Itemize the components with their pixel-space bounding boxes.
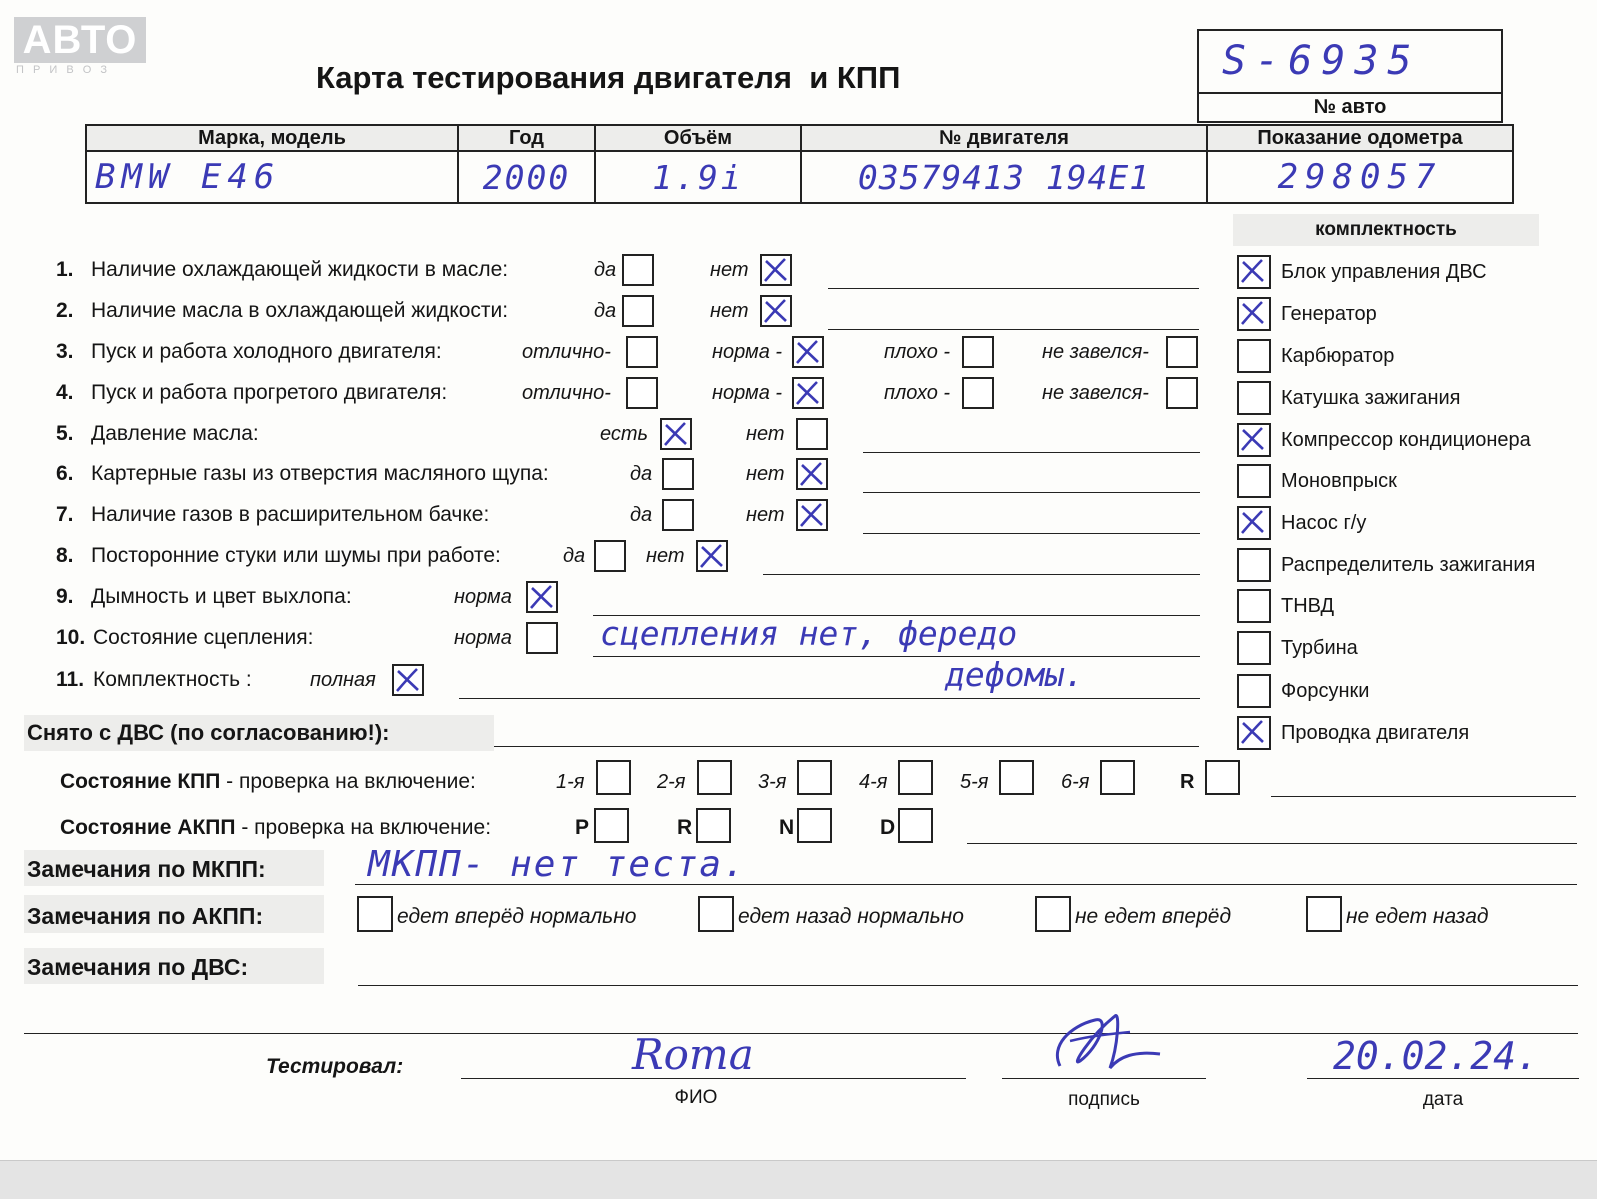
col-header-volume: Объём (595, 125, 801, 151)
item-number: 1. (56, 258, 74, 281)
option-checkbox[interactable] (392, 664, 424, 696)
name-caption: ФИО (674, 1087, 718, 1108)
completeness-checkbox[interactable] (1237, 339, 1271, 373)
completeness-checkbox[interactable] (1237, 674, 1271, 708)
kpp-line (1271, 796, 1576, 797)
option-label: не завелся- (1042, 341, 1149, 363)
option-label: нет (710, 259, 749, 281)
option-checkbox[interactable] (1166, 336, 1198, 368)
option-checkbox[interactable] (622, 295, 654, 327)
option-label: нет (646, 545, 685, 567)
auto-number-divider (1197, 92, 1503, 94)
vehicle-info-table (85, 124, 1514, 204)
mode-label: D (880, 816, 896, 839)
option-checkbox[interactable] (796, 418, 828, 450)
completeness-checkbox[interactable] (1237, 255, 1271, 289)
option-label: да (563, 545, 586, 567)
logo (14, 17, 146, 81)
option-label: да (594, 259, 617, 281)
logo-text: АВТО (14, 17, 146, 63)
signature-caption: подпись (1068, 1089, 1140, 1110)
completeness-checkbox[interactable] (1237, 716, 1271, 750)
answer-line (863, 452, 1200, 453)
completeness-checkbox[interactable] (1237, 297, 1271, 331)
option-label: да (594, 300, 617, 322)
test-date: 20.02.24. (1333, 1034, 1539, 1078)
removed-from-engine-label: Снято с ДВС (по согласованию!): (27, 720, 390, 745)
answer-line (828, 288, 1199, 289)
odometer-value: 298057 (1277, 157, 1443, 197)
cell-year (458, 151, 595, 203)
removed-line (494, 746, 1199, 747)
col-header-model: Марка, модель (86, 125, 458, 151)
date-line (1307, 1078, 1579, 1079)
completeness-item-label: Насос г/у (1281, 512, 1367, 534)
option-checkbox[interactable] (796, 499, 828, 531)
completeness-item-label: Компрессор кондиционера (1281, 429, 1531, 451)
col-header-engine-number: № двигателя (801, 125, 1207, 151)
akpp-label (60, 816, 491, 840)
option-checkbox[interactable] (626, 336, 658, 368)
remarks-mkpp-line (355, 884, 1577, 885)
item-number: 10. (56, 626, 86, 649)
gear-label: R (1180, 771, 1195, 793)
gear-label: 4-я (859, 771, 888, 793)
gear-checkbox[interactable] (999, 760, 1034, 795)
completeness-checkbox[interactable] (1237, 631, 1271, 665)
gear-label: 6-я (1061, 771, 1090, 793)
kpp-label-bold: Состояние КПП (60, 770, 221, 793)
item-number: 6. (56, 462, 74, 485)
item-label: Пуск и работа прогретого двигателя: (91, 381, 448, 404)
option-checkbox[interactable] (662, 458, 694, 490)
akpp-remark-checkbox[interactable] (1306, 896, 1342, 932)
mode-checkbox[interactable] (594, 808, 629, 843)
item-number: 5. (56, 422, 74, 445)
option-label: есть (600, 423, 649, 445)
option-checkbox[interactable] (526, 622, 558, 654)
item-label: Наличие охлаждающей жидкости в масле: (91, 258, 509, 281)
item-label: Картерные газы из отверстия масляного щупа: (91, 462, 549, 485)
logo-subtext: П Р И В О З (16, 64, 110, 76)
completeness-item-label: Форсунки (1281, 680, 1370, 702)
col-header-odometer: Показание одометра (1207, 125, 1513, 151)
answer-line (828, 329, 1199, 330)
mode-label: P (575, 816, 590, 839)
item-number: 4. (56, 381, 74, 404)
answer-line (459, 698, 1200, 699)
remarks-mkpp-value: МКПП- нет теста. (368, 844, 747, 885)
mode-label: N (779, 816, 795, 839)
check-mark-icon (660, 418, 692, 450)
completeness-checkbox[interactable] (1237, 589, 1271, 623)
option-checkbox[interactable] (1166, 377, 1198, 409)
check-mark-icon (760, 295, 792, 327)
engine-number-value: 03579413 194E1 (857, 157, 1151, 197)
tester-name: Roma (632, 1030, 754, 1079)
option-checkbox[interactable] (760, 254, 792, 286)
check-mark-icon (792, 377, 824, 409)
answer-line (863, 492, 1200, 493)
option-label: да (630, 504, 653, 526)
option-label: плохо - (884, 341, 951, 363)
option-label: норма - (712, 382, 783, 404)
option-label: нет (746, 463, 785, 485)
item-label: Состояние сцепления: (93, 626, 314, 649)
gear-checkbox[interactable] (1205, 760, 1240, 795)
gear-label: 3-я (758, 771, 787, 793)
page-title: Карта тестирования двигателя и КПП (316, 60, 901, 95)
completeness-item-label: ТНВД (1281, 595, 1335, 617)
completeness-item-label: Катушка зажигания (1281, 387, 1461, 409)
model-value: BMW E46 (95, 157, 281, 197)
clutch-note-2: дефомы. (945, 655, 1085, 694)
item-label: Наличие масла в охлаждающей жидкости: (91, 299, 509, 322)
check-mark-icon (1237, 255, 1269, 287)
check-mark-icon (792, 336, 824, 368)
item-number: 9. (56, 585, 74, 608)
paper-edge (0, 1160, 1597, 1199)
akpp-remark-checkbox[interactable] (357, 896, 393, 932)
option-label: нет (746, 423, 785, 445)
gear-checkbox[interactable] (596, 760, 631, 795)
option-checkbox[interactable] (626, 377, 658, 409)
option-checkbox[interactable] (662, 499, 694, 531)
mode-checkbox[interactable] (797, 808, 832, 843)
option-checkbox[interactable] (594, 540, 626, 572)
name-line (461, 1078, 966, 1079)
auto-number-value: S-6935 (1222, 38, 1421, 84)
option-checkbox[interactable] (660, 418, 692, 450)
volume-value: 1.9i (652, 157, 744, 197)
check-mark-icon (696, 540, 728, 572)
item-number: 7. (56, 503, 74, 526)
item-label: Давление масла: (91, 422, 259, 445)
option-checkbox[interactable] (792, 336, 824, 368)
gear-checkbox[interactable] (1100, 760, 1135, 795)
item-number: 3. (56, 340, 74, 363)
option-label: плохо - (884, 382, 951, 404)
item-number: 11. (56, 668, 85, 691)
check-mark-icon (1237, 423, 1269, 455)
option-label: нет (746, 504, 785, 526)
option-label: норма - (712, 341, 783, 363)
akpp-remark-checkbox[interactable] (1035, 896, 1071, 932)
mode-checkbox[interactable] (898, 808, 933, 843)
kpp-label (60, 770, 476, 794)
option-label: не завелся- (1042, 382, 1149, 404)
year-value: 2000 (482, 157, 571, 197)
item-label: Посторонние стуки или шумы при работе: (91, 544, 501, 567)
mode-checkbox[interactable] (696, 808, 731, 843)
cell-odometer (1207, 151, 1513, 203)
check-mark-icon (392, 664, 424, 696)
gear-label: 2-я (657, 771, 686, 793)
answer-line (593, 656, 1200, 657)
option-label: полная (310, 669, 376, 691)
akpp-remark-label: не едет назад (1346, 905, 1489, 928)
completeness-item-label: Блок управления ДВС (1281, 261, 1487, 283)
akpp-label-bold: Состояние АКПП (60, 816, 236, 839)
check-mark-icon (1237, 506, 1269, 538)
option-checkbox[interactable] (962, 377, 994, 409)
completeness-item-label: Проводка двигателя (1281, 722, 1470, 744)
mode-label: R (677, 816, 693, 839)
check-mark-icon (526, 581, 558, 613)
completeness-title: комплектность (1315, 219, 1457, 240)
remarks-akpp-label: Замечания по АКПП: (27, 903, 264, 929)
cell-engine-number (801, 151, 1207, 203)
completeness-item-label: Распределитель зажигания (1281, 554, 1536, 576)
item-number: 2. (56, 299, 74, 322)
cell-volume (595, 151, 801, 203)
check-mark-icon (1237, 716, 1269, 748)
answer-line (763, 574, 1200, 575)
clutch-note: сцепления нет, фередо (600, 614, 1018, 653)
akpp-remark-checkbox[interactable] (698, 896, 734, 932)
option-checkbox[interactable] (622, 254, 654, 286)
akpp-label-rest: - проверка на включение: (235, 816, 492, 839)
option-checkbox[interactable] (792, 377, 824, 409)
completeness-item-label: Турбина (1281, 637, 1358, 659)
akpp-remark-label: едет вперёд нормально (397, 905, 637, 928)
item-label: Наличие газов в расширительном бачке: (91, 503, 490, 526)
tested-by-label: Тестировал: (266, 1055, 404, 1078)
kpp-label-rest: - проверка на включение: (220, 770, 476, 793)
option-checkbox[interactable] (760, 295, 792, 327)
akpp-line (967, 843, 1577, 844)
check-mark-icon (760, 254, 792, 286)
item-label: Комплектность : (93, 668, 252, 691)
remarks-mkpp-label: Замечания по МКПП: (27, 856, 266, 882)
cell-model (86, 151, 458, 203)
completeness-checkbox[interactable] (1237, 548, 1271, 582)
completeness-checkbox[interactable] (1237, 464, 1271, 498)
akpp-remark-label: не едет вперёд (1075, 905, 1232, 928)
gear-label: 5-я (960, 771, 989, 793)
option-label: да (630, 463, 653, 485)
remarks-dvs-line-1 (358, 985, 1578, 986)
item-label: Пуск и работа холодного двигателя: (91, 340, 442, 363)
check-mark-icon (796, 499, 828, 531)
answer-line (863, 533, 1200, 534)
option-checkbox[interactable] (962, 336, 994, 368)
gear-label: 1-я (556, 771, 585, 793)
completeness-checkbox[interactable] (1237, 423, 1271, 457)
completeness-item-label: Моновпрыск (1281, 470, 1397, 492)
col-header-year: Год (458, 125, 595, 151)
option-label: отлично- (522, 382, 611, 404)
remarks-dvs-label: Замечания по ДВС: (27, 954, 249, 980)
option-label: норма (454, 586, 512, 608)
akpp-remark-label: едет назад нормально (738, 905, 964, 928)
gear-checkbox[interactable] (797, 760, 832, 795)
completeness-item-label: Генератор (1281, 303, 1377, 325)
completeness-checkbox[interactable] (1237, 381, 1271, 415)
option-checkbox[interactable] (696, 540, 728, 572)
item-number: 8. (56, 544, 74, 567)
gear-checkbox[interactable] (898, 760, 933, 795)
option-checkbox[interactable] (526, 581, 558, 613)
option-label: отлично- (522, 341, 611, 363)
option-checkbox[interactable] (796, 458, 828, 490)
completeness-item-label: Карбюратор (1281, 345, 1395, 367)
item-label: Дымность и цвет выхлопа: (91, 585, 352, 608)
signature-image (1040, 1006, 1170, 1086)
gear-checkbox[interactable] (697, 760, 732, 795)
option-label: норма (454, 627, 512, 649)
completeness-checkbox[interactable] (1237, 506, 1271, 540)
auto-number-label: № авто (1313, 96, 1387, 118)
option-label: нет (710, 300, 749, 322)
check-mark-icon (1237, 297, 1269, 329)
date-caption: дата (1422, 1089, 1464, 1110)
check-mark-icon (796, 458, 828, 490)
